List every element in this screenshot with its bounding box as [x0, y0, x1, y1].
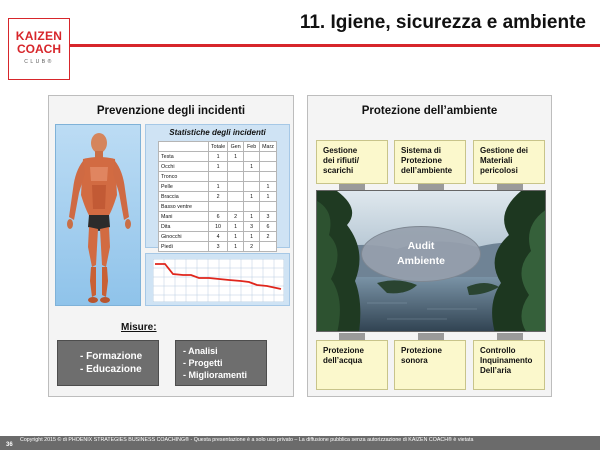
table-row — [159, 172, 277, 182]
count-cell: 1 — [244, 232, 260, 242]
column-header: Marz — [260, 142, 277, 152]
count-cell — [209, 172, 228, 182]
environment-protection-title: Protezione dell’ambiente — [361, 105, 498, 117]
topic-line: Inquinamento — [480, 356, 533, 365]
count-cell — [244, 172, 260, 182]
logo-line-3: CLUB® — [24, 59, 54, 65]
count-cell — [244, 152, 260, 162]
count-cell: 1 — [209, 152, 228, 162]
topic-hazardous-materials — [473, 140, 545, 184]
count-cell: 6 — [260, 222, 277, 232]
count-cell: 4 — [209, 232, 228, 242]
incident-prevention-panel — [48, 95, 294, 397]
improvement-measures-box — [175, 340, 267, 386]
incident-prevention-title: Prevenzione degli incidenti — [96, 105, 246, 117]
topic-air-pollution — [473, 340, 545, 390]
column-header: Totale — [209, 142, 228, 152]
table-row — [159, 212, 277, 222]
measure-item: - Miglioramenti — [183, 370, 248, 380]
logo-line-1: KAIZEN — [15, 29, 63, 43]
slide-title: 11. Igiene, sicurezza e ambiente — [299, 12, 586, 33]
count-cell — [260, 202, 277, 212]
count-cell — [228, 172, 244, 182]
audit-line: Ambiente — [397, 255, 445, 267]
count-cell — [244, 202, 260, 212]
topic-line: Protezione — [401, 156, 442, 165]
body-part-cell: Basso ventre — [159, 202, 209, 212]
page-number: 36 — [6, 442, 13, 448]
trend-line-chart-icon — [153, 259, 284, 302]
incident-statistics-title: Statistiche degli incidenti — [169, 128, 266, 137]
body-part-cell: Dita — [159, 222, 209, 232]
topic-line: dell’acqua — [323, 356, 363, 365]
count-cell: 3 — [244, 222, 260, 232]
count-cell: 2 — [209, 192, 228, 202]
count-cell — [209, 202, 228, 212]
table-row — [159, 232, 277, 242]
topic-line: Protezione — [401, 346, 442, 355]
count-cell: 2 — [244, 242, 260, 252]
count-cell — [260, 172, 277, 182]
topic-protection-system — [394, 140, 466, 184]
topic-line: dell’ambiente — [401, 166, 453, 175]
body-part-cell: Ginocchi — [159, 232, 209, 242]
count-cell: 3 — [260, 212, 277, 222]
footer-bar — [0, 436, 600, 450]
count-cell — [260, 162, 277, 172]
count-cell: 2 — [228, 212, 244, 222]
incident-trend-chart — [145, 253, 290, 306]
count-cell: 10 — [209, 222, 228, 232]
body-part-cell: Piedi — [159, 242, 209, 252]
count-cell — [260, 152, 277, 162]
topic-noise-protection — [394, 340, 466, 390]
table-row — [159, 192, 277, 202]
logo-line-2: COACH — [17, 42, 61, 56]
audit-line: Audit — [407, 240, 435, 252]
connector-bar — [418, 333, 444, 340]
table-row — [159, 242, 277, 252]
body-part-cell: Braccia — [159, 192, 209, 202]
topic-line: Dell’aria — [480, 366, 512, 375]
column-header: Feb — [244, 142, 260, 152]
connector-bar — [497, 333, 523, 340]
copyright-text: Copyright 2015 © di PHOENIX STRATEGIES BUSINESS COACHING® - Questa presentazione è a solo uso privato – La diffusione pubblica senza autorizzazione di KAIZEN COACH® è vietata — [20, 437, 474, 443]
measure-item: - Formazione — [80, 351, 143, 362]
environment-protection-panel — [307, 95, 552, 397]
count-cell: 1 — [228, 232, 244, 242]
title-underline — [70, 44, 600, 47]
topic-line: Protezione — [323, 346, 364, 355]
body-part-cell: Tronco — [159, 172, 209, 182]
count-cell — [228, 192, 244, 202]
body-part-cell: Testa — [159, 152, 209, 162]
incident-statistics-card — [145, 124, 290, 248]
topic-line: Gestione dei — [480, 146, 529, 155]
table-row — [159, 222, 277, 232]
column-header — [159, 142, 209, 152]
connector-bar — [339, 333, 365, 340]
topic-line: Controllo — [480, 346, 516, 355]
measure-item: - Analisi — [183, 346, 218, 356]
count-cell: 1 — [260, 182, 277, 192]
count-cell — [260, 242, 277, 252]
human-anatomy-image — [55, 124, 141, 306]
topic-line: Sistema di — [401, 146, 442, 155]
table-row — [159, 162, 277, 172]
topic-line: Materiali — [480, 156, 513, 165]
measures-label: Misure: — [121, 322, 157, 333]
count-cell: 1 — [228, 222, 244, 232]
table-row — [159, 202, 277, 212]
body-part-cell: Mani — [159, 212, 209, 222]
topic-line: Gestione — [323, 146, 358, 155]
count-cell — [228, 182, 244, 192]
topic-line: scarichi — [323, 166, 354, 175]
measure-item: - Educazione — [80, 364, 142, 375]
topic-waste-management — [316, 140, 388, 184]
count-cell — [244, 182, 260, 192]
incident-statistics-table — [158, 141, 277, 252]
audit-ambiente-ellipse — [361, 226, 481, 282]
anatomy-figure-icon — [56, 125, 141, 306]
table-header-row — [159, 142, 277, 152]
count-cell: 3 — [209, 242, 228, 252]
count-cell: 1 — [228, 152, 244, 162]
table-row — [159, 152, 277, 162]
count-cell: 1 — [244, 162, 260, 172]
measure-item: - Progetti — [183, 358, 223, 368]
table-row — [159, 182, 277, 192]
count-cell: 1 — [260, 192, 277, 202]
count-cell: 1 — [209, 162, 228, 172]
training-measures-box — [57, 340, 159, 386]
topic-line: sonora — [401, 356, 428, 365]
kaizen-coach-logo — [8, 18, 70, 80]
column-header: Gen — [228, 142, 244, 152]
count-cell: 6 — [209, 212, 228, 222]
count-cell: 1 — [244, 212, 260, 222]
count-cell: 2 — [260, 232, 277, 242]
count-cell: 1 — [228, 242, 244, 252]
topic-water-protection — [316, 340, 388, 390]
count-cell — [228, 202, 244, 212]
body-part-cell: Occhi — [159, 162, 209, 172]
count-cell: 1 — [244, 192, 260, 202]
topic-line: pericolosi — [480, 166, 518, 175]
topic-line: dei rifiuti/ — [323, 156, 359, 165]
body-part-cell: Pelle — [159, 182, 209, 192]
count-cell — [228, 162, 244, 172]
count-cell: 1 — [209, 182, 228, 192]
